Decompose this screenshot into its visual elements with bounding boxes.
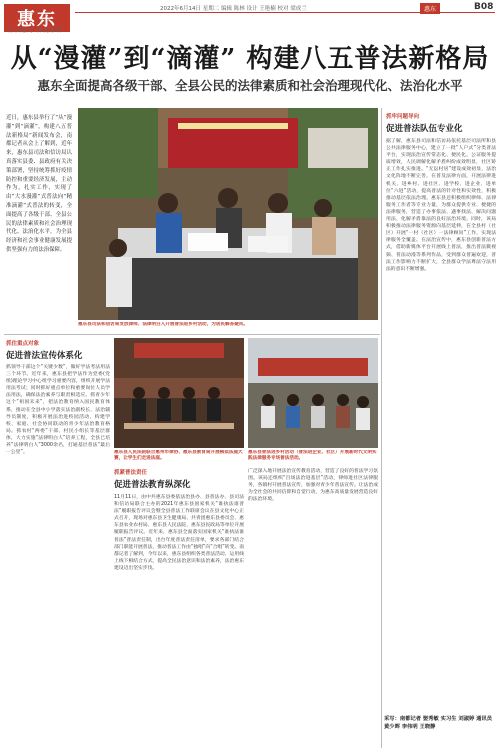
main-photo	[78, 108, 378, 320]
court-photo-image	[114, 338, 244, 448]
court-photo	[114, 338, 244, 448]
section-body-responsibility: 11月11日，由中共惠东县委依法治县办、县普法办、县司法和信访局联合主办的2021年惠东县国家机关“谁执法谁普法”履职报告评议会暨全县普法工作联席会议在县文化中心正式召开，现场对惠东县卫生健康局、共青团惠东县委员会、惠东县农业农村局、惠东县人民法院、惠东县民政局等单位开展履职报告评议。近年来，惠东县全面落实国家机关“谁执法谁普法”普法责任制，出台年度普法责任清单，要求各部门结合部门职能开展普法，推动普法工作由“独唱”向“合唱”转变。南都记者了解到，今年以来，惠东县组织各类普法活动，运用线上线下相结合方式，提高全民法治意识和法治素养，法治惠东建设迈出坚实步伐。	[114, 495, 244, 571]
byline-credits: 采写：南都记者 娶秀敏 实习生 刘淑婷 通讯员 黄少晖 李伟明 王晓静	[384, 716, 493, 730]
section-body-problem: 据了解，惠东县司法和信访局依托基层司法所和县公共法律服务中心，建立了一批“人户式”分类普法平台，实现法治宣传常态化、便民化。公证服务提质增效，人民调解化解矛盾纠纷成效明显，社区矫正工作扎实推进。“无讼村居”建设成效初显，法治文化阵地不断完善。在普及法律方面，开展法律进机关、进乡村、进社区、进学校、进企业、进单位“六进”活动，提高普法的针对性和实效性，积极推动基层依法治理。惠东县还积极组织律师、法律服务工作者等专业力量，为群众提供专业、便捷的法律服务，营造了办事依法、遇事找法、解决问题用法、化解矛盾靠法的良好法治环境。同时，该局积极推动法律服务资源向基层延伸，在全县村（社区）开展“一村（社区）一法律顾问”工作，实现法律服务全覆盖。在法治宣传中，惠东县创新普法方式，借助新媒体平台开展线上普法，推出普法微视频、普法动漫等系列作品，受到群众普遍欢迎，普法工作影响力不断扩大，全县群众学法尊法守法用法的意识不断增强。	[386, 139, 496, 272]
court-photo-caption: 惠东县人民法院联合惠州市律协、惠东县教育局开展模拟法庭大赛，让学生们走进法庭。	[114, 450, 243, 462]
issue-meta: 2022年6月14日 星期二 编辑 陈林 设计 王艳楠 校对 梁成兰	[160, 6, 307, 12]
headline: 从“漫灌”到“滴灌” 构建八五普法新格局	[10, 44, 490, 74]
section-body-continued: 广泛深入地开展法治宣传教育活动，营造了良好的普法学习氛围。该局还组织“百场法治进基层”活动，律师进社区法律服务，各镇村开展普法宣传，加强对青少年普法宣传。让法治成为全社会的共同信仰和自觉行动，为惠东高质量发展营造良好的法治环境。	[248, 469, 378, 503]
column-divider	[381, 108, 382, 748]
section-body-focus: 抓领导干部这个“关键少数”，做好学法考法用法三个环节。近年来，惠东县把学法作为党委(党组)理论学习中心组学习重要内容，组织开展学法用法考试；同时抓好重点单位和重要岗位人员学法用法，确保法治素养与职责相适应。抓青少年这个“祖国未来”，把法治教育纳入国民教育体系，推动在全县中小学落实法治副校长、法治辅导员制度，积极开展法治进校园活动，构建学校、家庭、社会协同联动的青少年法治教育格局。抓农村“两委”干部、村民小组长等基层群体，大力实施“法律明白人”培养工程，全县已培养“法律明白人”3000余名，打通基层普法“最后一公里”。	[6, 365, 110, 456]
page-number: B08	[474, 2, 494, 12]
village-photo	[248, 338, 378, 448]
page-header	[0, 0, 500, 36]
section-tag-responsibility: 抓紧普法责任	[114, 470, 148, 476]
village-photo-image	[248, 338, 378, 448]
section-tag: 惠东	[420, 3, 440, 14]
section-divider	[4, 334, 380, 335]
main-photo-image	[78, 108, 378, 320]
main-photo-caption: 惠东县司法和信访局发放律师、法律明白人开展普法进乡村活动，为居民解答疑问。	[78, 322, 248, 327]
masthead-slogan: 区县魅力 深度解析	[8, 28, 63, 34]
subheadline: 惠东全面提高各级干部、全县公民的法律素质和社会治理现代化、法治化水平	[37, 78, 463, 93]
masthead: 惠东	[4, 4, 70, 32]
section-title-focus: 促进普法宣传体系化	[6, 351, 83, 361]
lead-paragraph: 近日，惠东县举行了“从“漫灌”到“滴灌”，构建八五普法新格局”新闻发布会，南都记者从会上了解到，近年来，惠东县司法和信访局认真落实县委、县政府有关决策部署，坚持统筹抓好疫情防控和重要经济发展，主动作为，扎实工作，实现了由“大水漫灌”式普法向“精准滴灌”式普法的转变，全面提高了各级干部、全县公民的法律素质和社会治理现代化、法治化水平，为全县经济和社会事业健康发展提供坚强有力的法治保障。	[6, 115, 72, 253]
village-photo-caption: 惠东县普法进乡村活动（普法进企业、社区）开展新时代文明实践法律服务专场普法活动。	[248, 450, 377, 462]
section-tag-problem: 抓牢问题导向	[386, 114, 420, 120]
section-title-responsibility: 促进普法教育纵深化	[114, 480, 191, 490]
section-tag-focus: 抓住重点对象	[6, 341, 40, 347]
section-title-problem: 促进普法队伍专业化	[386, 124, 463, 134]
